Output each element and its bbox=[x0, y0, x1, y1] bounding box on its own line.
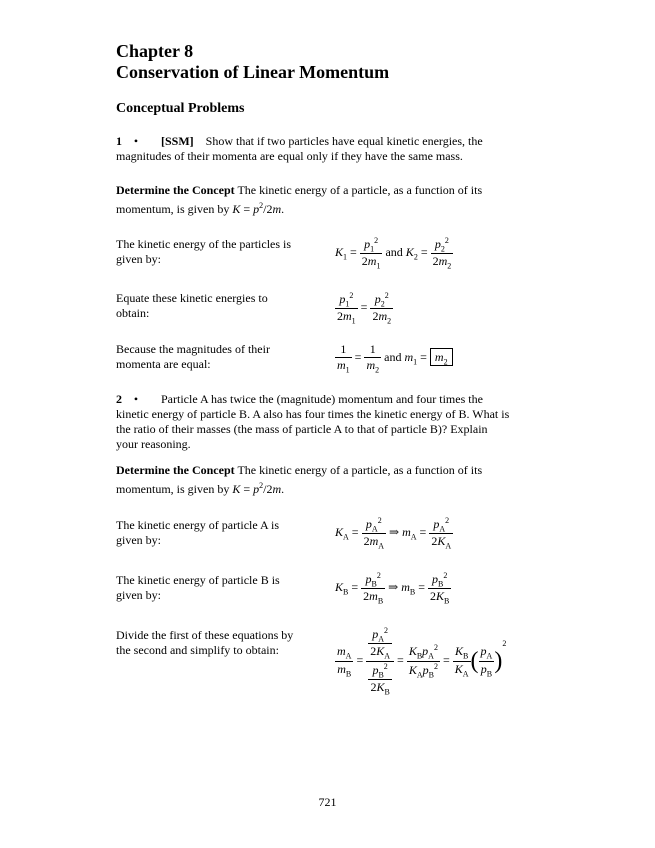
step-text-line2: obtain: bbox=[116, 306, 150, 320]
problem-1-step-2 bbox=[116, 291, 316, 321]
section-heading: Conceptual Problems bbox=[116, 101, 245, 116]
problem-2-statement bbox=[116, 392, 546, 452]
problem-1-text-line1: Show that if two particles have equal kinetic energies, the bbox=[205, 134, 483, 148]
problem-2-step-3 bbox=[116, 628, 316, 658]
step-text-line2: momenta are equal: bbox=[116, 357, 211, 371]
problem-2-concept-label: Determine the Concept bbox=[116, 463, 235, 477]
problem-1-concept-line2: momentum, is given by bbox=[116, 202, 230, 216]
problem-2-concept-line2: momentum, is given by bbox=[116, 482, 230, 496]
problem-2-text-line1: Particle A has twice the (magnitude) momentum and four times the bbox=[161, 392, 483, 406]
problem-2-equation-2: $K_B$ = $\frac{p_B^2}{2m_B}$ ⇒ $m_B$ = $\frac{p_B^2}{2K_B}$ bbox=[335, 571, 450, 606]
step-text-line2: given by: bbox=[116, 252, 161, 266]
problem-2-text-line2: kinetic energy of particle B. A also has four times the kinetic energy of B. What is bbox=[116, 407, 510, 421]
answer-box: $m_2$ bbox=[430, 348, 453, 366]
step-text-line1: The kinetic energy of particle A is bbox=[116, 518, 280, 532]
page-number: 721 bbox=[318, 795, 337, 809]
step-text-line2: given by: bbox=[116, 588, 161, 602]
step-text-line2: the second and simplify to obtain: bbox=[116, 643, 279, 657]
and-text: and bbox=[385, 245, 403, 260]
step-text-line1: Divide the first of these equations by bbox=[116, 628, 294, 642]
problem-2-equation-3: $\frac{m_A}{m_B}$ = $\frac{\frac{p_A^2}{2K_A}}{\frac{p_B^2}{2K_B}}$ = $\frac{K_Bp_A^2}{K_Ap_B^2}$ = $\frac{K_B}{K_A}$ ( $\frac{p_A}{p_B}$ )$^2$ bbox=[337, 626, 507, 697]
problem-1-equation-1: $K_1$ = $\frac{p_1^2}{2m_1}$ and $K_2$ = $\frac{p_2^2}{2m_2}$ bbox=[335, 236, 452, 271]
problem-2-concept-line1: The kinetic energy of a particle, as a function of its bbox=[237, 463, 483, 477]
problem-1-concept bbox=[116, 183, 546, 217]
problem-2-text-line4: your reasoning. bbox=[116, 437, 191, 451]
problem-1-equation-3: $\frac{1}{m_1}$ = $\frac{1}{m_2}$ and $m_1 = m_2$ bbox=[335, 342, 453, 374]
step-text-line1: The kinetic energy of particle B is bbox=[116, 573, 280, 587]
problem-1-concept-label: Determine the Concept bbox=[116, 183, 235, 197]
problem-1-concept-line1: The kinetic energy of a particle, as a function of its bbox=[237, 183, 483, 197]
problem-2-bullet: • bbox=[133, 392, 139, 406]
problem-1-bullet: • bbox=[133, 134, 139, 148]
problem-1-statement bbox=[116, 134, 546, 164]
problem-2-step-2 bbox=[116, 573, 316, 603]
problem-1-step-3 bbox=[116, 342, 316, 372]
problem-1-text-line2: magnitudes of their momenta are equal only if they have the same mass. bbox=[116, 149, 463, 163]
problem-1-step-1 bbox=[116, 237, 316, 267]
step-text-line1: Equate these kinetic energies to bbox=[116, 291, 268, 305]
problem-1-equation-2: $\frac{p_1^2}{2m_1}$ = $\frac{p_2^2}{2m_2}$ bbox=[337, 291, 392, 326]
chapter-number: Chapter 8 bbox=[116, 41, 194, 61]
problem-2-number: 2 bbox=[116, 392, 122, 406]
problem-2-concept bbox=[116, 463, 546, 497]
problem-2-step-1 bbox=[116, 518, 316, 548]
problem-1-number: 1 bbox=[116, 134, 122, 148]
step-text-line1: The kinetic energy of the particles is bbox=[116, 237, 292, 251]
problem-1-concept-formula: $K = p^2/2m$. bbox=[232, 201, 285, 216]
chapter-title: Conservation of Linear Momentum bbox=[116, 62, 390, 82]
problem-1-tag: [SSM] bbox=[161, 134, 194, 148]
step-text-line2: given by: bbox=[116, 533, 161, 547]
problem-2-equation-1: $K_A$ = $\frac{p_A^2}{2m_A}$ ⇒ $m_A$ = $\frac{p_A^2}{2K_A}$ bbox=[335, 516, 452, 551]
problem-2-concept-formula: $K = p^2/2m$. bbox=[232, 481, 285, 496]
step-text-line1: Because the magnitudes of their bbox=[116, 342, 270, 356]
problem-2-text-line3: the ratio of their masses (the mass of particle A to that of particle B)? Explain bbox=[116, 422, 488, 436]
and-text: and bbox=[384, 349, 402, 364]
